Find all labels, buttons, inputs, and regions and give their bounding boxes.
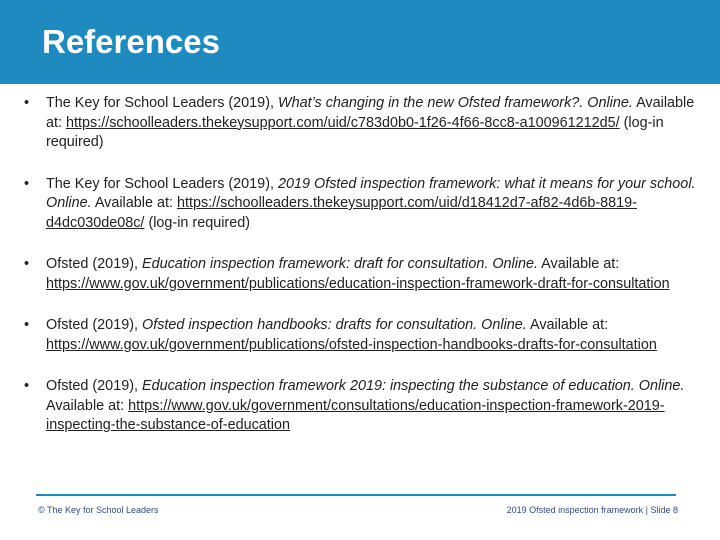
reference-item-1 — [24, 94, 704, 153]
reference-title: Education inspection framework 2019: inspecting the substance of education. Online. — [142, 378, 685, 394]
reference-available: Available at: — [530, 317, 609, 333]
bullet: • — [24, 95, 30, 111]
footer-slide-info: 2019 Ofsted inspection framework | Slide 8 — [506, 505, 678, 515]
reference-link[interactable]: https://www.gov.uk/government/publications/education-inspection-framework-draft-for-consultation — [46, 275, 670, 292]
title-banner — [0, 0, 720, 84]
page-title: References — [42, 23, 220, 60]
bullet: • — [24, 175, 30, 192]
reference-link[interactable]: https://schoolleaders.thekeysupport.com/uid/c783d0b0-1f26-4f66-8cc8-a100961212d5/ — [66, 114, 620, 131]
reference-note: (log-in required) — [148, 214, 251, 231]
footer-copyright: © The Key for School Leaders — [38, 505, 159, 515]
reference-title: Ofsted inspection handbooks: drafts for consultation. Online. — [142, 317, 527, 333]
reference-available: Available at: — [541, 256, 620, 272]
reference-author: Ofsted (2019), — [46, 317, 138, 333]
reference-item-5 — [24, 377, 704, 436]
reference-available: Available at: — [46, 397, 125, 414]
reference-list — [24, 94, 704, 458]
reference-link[interactable]: https://www.gov.uk/government/consultations/education-inspection-framework-2019-inspecting-the-substance-of-education — [46, 397, 665, 433]
reference-title: What’s changing in the new Ofsted framework?. Online. — [277, 95, 633, 111]
reference-author: Ofsted (2019), — [46, 256, 138, 272]
footer-divider — [36, 494, 676, 496]
reference-item-3 — [24, 255, 704, 294]
reference-author: Ofsted (2019), — [46, 378, 138, 394]
reference-title: 2019 Ofsted inspection framework: what it means for your school. Online. — [46, 175, 696, 211]
reference-available: Available at: — [46, 95, 695, 131]
reference-author: The Key for School Leaders (2019), — [46, 175, 274, 192]
reference-available: Available at: — [94, 195, 173, 211]
bullet: • — [24, 256, 30, 272]
reference-link[interactable]: https://www.gov.uk/government/publications/ofsted-inspection-handbooks-drafts-for-consultation — [46, 336, 657, 353]
reference-author: The Key for School Leaders (2019), — [46, 95, 274, 111]
reference-link[interactable]: https://schoolleaders.thekeysupport.com/uid/d18412d7-af82-4d6b-8819-d4dc030de08c/ — [46, 195, 637, 231]
reference-title: Education inspection framework: draft for consultation. Online. — [142, 256, 538, 272]
bullet: • — [24, 317, 30, 333]
reference-item-4 — [24, 316, 704, 355]
reference-note: (log-in required) — [46, 114, 664, 150]
reference-item-2 — [24, 175, 704, 234]
bullet: • — [24, 378, 30, 394]
